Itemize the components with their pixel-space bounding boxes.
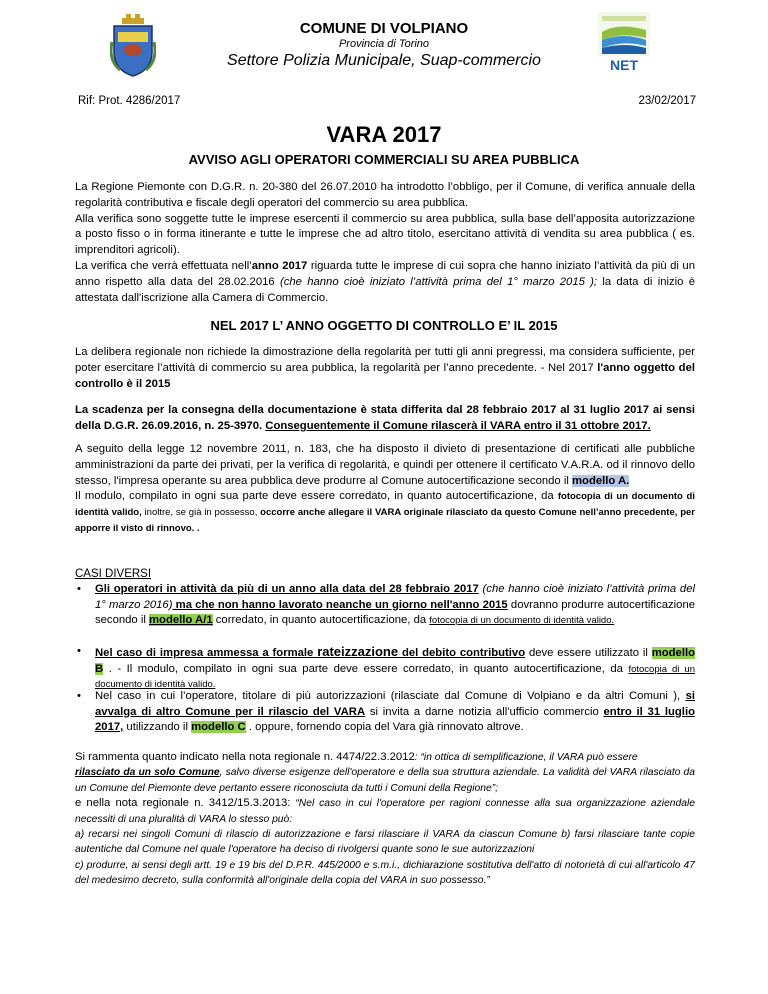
settore: Settore Polizia Municipale, Suap-commercio [227, 52, 541, 69]
document-date: 23/02/2017 [638, 95, 696, 107]
list-item: • Nel caso di impresa ammessa a formale rateizzazione del debito contributivo deve essere utilizzato il modello B . - Il modulo, compilato in ogni sua parte deve essere corredato, in quanto autocertificazione, da fotocopia di un documento di identità valido. [77, 644, 696, 691]
regional-notes: Si rammenta quanto indicato nella nota regionale n. 4474/22.3.2012: “in ottica di semplificazione, il VARA può essere rilasciato da un solo Comune, salvo diverse esigenze dell'operatore e della sua struttura aziendale. La validità del VARA rilasciato da un Comune del Piemonte deve pertanto essere riconosciuta da tutti i Comuni della Regione”; e nella nota regionale n. 3412/15.3.2013: “Nel caso in cui l'operatore per ragioni connesse alla sua organizzazione aziendale necessiti di una pluralità di VARA lo stesso può: a) recarsi nei singoli Comuni di rilascio di autorizzazione e farsi rilasciare il VARA da ciascun Comune b) farsi rilasciare tante copie autentiche dal Comune nel quale l'operatore ha deciso di rivolgersi quante sono le sue autorizzazioni c) produrre, ai sensi degli artt. 19 e 19 bis del D.P.R. 445/2000 e s.m.i., dichiarazione sostitutiva dell'atto di notorietà di cui all'articolo 47 del medesimo decreto, sulla conformità all'originale della copia del VARA in suo possesso.” [75, 750, 695, 889]
intro-sentence-3: La verifica che verrà effettuata nell’anno 2017 riguarda tutte le imprese di cui sopra che hanno iniziato l’attività da più di un anno rispetto alla data del 28.02.2016 (che hanno cioè iniziato l’attività prima del 1° marzo 2015 ); la data di inizio è attestata dall'iscrizione alla Camera di Commercio. [75, 259, 695, 304]
bullet-icon: • [77, 583, 81, 595]
reference-number: Rif: Prot. 4286/2017 [78, 95, 181, 107]
bullet-icon: • [77, 645, 81, 657]
page-title: VARA 2017 [326, 122, 442, 147]
deadline-paragraph: La scadenza per la consegna della documentazione è stata differita dal 28 febbraio 2017 al 31 luglio 2017 ai sensi della D.G.R. 26.09.2016, n. 25-3970. Conseguentemente il Comune rilascerà il VARA entro il 31 ottobre 2017. [75, 404, 695, 432]
note-point-a-b: a) recarsi nei singoli Comuni di rilascio di autorizzazione e farsi rilasciare il VARA da ciascun Comune b) farsi rilasciare tante copie autentiche dal Comune nel quale l'operatore ha deciso di rivolgersi quante sono le sue autorizzazioni [75, 829, 695, 856]
page-subtitle: AVVISO AGLI OPERATORI COMMERCIALI SU AREA PUBBLICA [188, 152, 580, 167]
control-year-paragraph: La delibera regionale non richiede la dimostrazione della regolarità per tutti gli anni pregressi, ma considera sufficiente, per poter esercitare l’attività di commercio su area pubblica, la regolarità per l’anno precedente. - Nel 2017 l'anno oggetto del controllo è il 2015 [75, 346, 695, 390]
provincia: Provincia di Torino [338, 38, 430, 50]
intro-sentence-1: La Regione Piemonte con D.G.R. n. 20-380 del 26.07.2010 ha introdotto l’obbligo, per il Comune, di verifica annuale della regolarità contributiva e fiscale degli operatori del commercio su area pubblica. [75, 181, 695, 209]
note-point-c: c) produrre, ai sensi degli artt. 19 e 19 bis del D.P.R. 445/2000 e s.m.i., dichiarazione sostitutiva dell'atto di notorietà di cui all'articolo 47 del medesimo decreto, sulla conformità all'originale della copia del VARA in suo possesso.” [75, 859, 695, 887]
modello-a-highlight: modello A. [572, 474, 630, 487]
intro-sentence-2: Alla verifica sono soggette tutte le imprese esercenti il commercio su area pubblica, sulla base dell’apposita autorizzazione a posto fisso o in forma itinerante e tutte le imprese che ad altro titolo, esercitano attività di vendita su area pubblica ( es. imprenditori agricoli). [75, 212, 695, 257]
list-item: • Nel caso in cui l’operatore, titolare di più autorizzazioni (rilasciate dal Comune di Volpiano e da altri Comuni ), si avvalga di altro Comune per il rilascio del VARA si invita a darne notizia all'ufficio commercio entro il 31 luglio 2017, utilizzando il modello C . oppure, fornendo copia del Vara già rinnovato altrove. [77, 690, 695, 734]
bullet-icon: • [77, 690, 81, 702]
net-logo-label: NET [610, 57, 638, 72]
section-heading: NEL 2017 L’ ANNO OGGETTO DI CONTROLLO E’ IL 2015 [210, 318, 558, 333]
model-a-paragraph: A seguito della legge 12 novembre 2011, n. 183, che ha disposto il divieto di presentazione di certificati alle pubbliche amministrazioni da parte dei privati, per la verifica di regolarità, e quindi per ottenere il certificato V.A.R.A. od il rinnovo dello stesso, l'impresa operante su area pubblica deve produrre al Comune autocertificazione secondo il modello A. Il modulo, compilato in ogni sua parte deve essere corredato, in quanto autocertificazione, da fotocopia di un documento di identità valido, inoltre, se già in possesso, occorre anche allegare il VARA originale rilasciato da questo Comune nell’anno precedente, per apporre il visto di rinnovo. . [75, 443, 695, 534]
casi-diversi-heading: CASI DIVERSI [75, 568, 152, 580]
intro-paragraph [75, 180, 695, 306]
list-item: • Gli operatori in attività da più di un anno alla data del 28 febbraio 2017 (che hanno cioè iniziato l’attività prima del 1° marzo 2016) ma che non hanno lavorato neanche un giorno nell'anno 2015 dovranno produrre autocertificazione secondo il modello A/1 corredato, in quanto autocertificazione, da fotocopia di un documento di identità valido. [77, 583, 696, 627]
comune-name: COMUNE DI VOLPIANO [299, 20, 469, 37]
